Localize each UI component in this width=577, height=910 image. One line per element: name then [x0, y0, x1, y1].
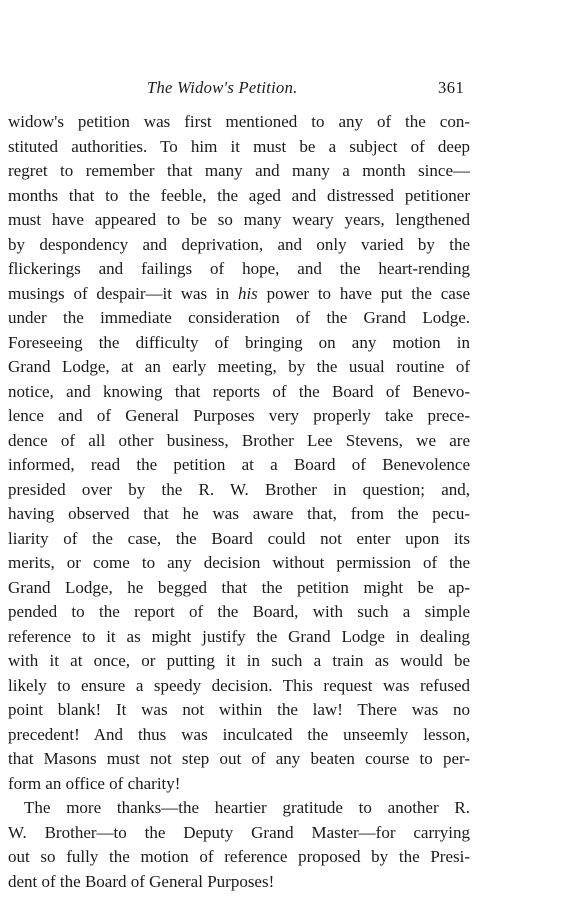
- line-text: presided over by the R. W. Brother in question; and,: [8, 479, 470, 499]
- text-line: [8, 772, 470, 797]
- text-line: [8, 821, 470, 846]
- line-text-after: power to have put the case: [266, 283, 470, 303]
- line-text: must have appeared to be so many weary years, lengthened: [8, 210, 470, 229]
- text-line: [8, 674, 470, 699]
- line-text: musings of despair—it was in: [8, 283, 230, 303]
- text-line: [8, 110, 470, 135]
- text-line: [8, 355, 470, 380]
- text-line: [8, 135, 470, 160]
- text-line: [8, 478, 470, 503]
- line-text: dent of the Board of General Purposes!: [8, 871, 275, 891]
- text-line: [8, 184, 470, 209]
- text-line: [8, 870, 470, 895]
- line-text: under the immediate consideration of the Grand Lodge.: [8, 308, 470, 327]
- line-text: regret to remember that many and many a month since—: [8, 161, 470, 180]
- line-text: stituted authorities. To him it must be a subject of deep: [8, 136, 470, 156]
- line-text: flickerings and failings of hope, and the heart-rending: [8, 259, 470, 278]
- text-line: [8, 429, 470, 454]
- line-text: reference to it as might justify the Grand Lodge in dealing: [8, 626, 470, 646]
- running-title: The Widow's Petition.: [147, 78, 298, 97]
- line-text: with it at once, or putting it in such a train as would be: [8, 651, 470, 670]
- line-text: point blank! It was not within the law! There was no: [8, 700, 470, 719]
- text-line: [8, 625, 470, 650]
- text-line: [8, 698, 470, 723]
- text-line: [8, 747, 470, 772]
- text-line: [8, 282, 470, 307]
- text-line: [8, 551, 470, 576]
- text-line: [8, 502, 470, 527]
- text-line: [8, 723, 470, 748]
- body-text: [8, 110, 470, 894]
- line-text: Grand Lodge, he begged that the petition might be ap-: [8, 577, 470, 597]
- page-number: 361: [438, 78, 465, 97]
- line-text: notice, and knowing that reports of the Board of Benevo-: [8, 381, 470, 401]
- text-line: [8, 796, 470, 821]
- text-line: [8, 845, 470, 870]
- text-line: [8, 257, 470, 282]
- text-line: [8, 576, 470, 601]
- text-line: [8, 306, 470, 331]
- line-text: lence and of General Purposes very properly take prece-: [8, 406, 470, 425]
- text-line: [8, 404, 470, 429]
- line-text: W. Brother—to the Deputy Grand Master—for carrying: [8, 822, 470, 842]
- text-line: [8, 208, 470, 233]
- line-text: by despondency and deprivation, and only varied by the: [8, 234, 470, 254]
- line-text: pended to the report of the Board, with such a simple: [8, 602, 470, 621]
- emphasized-word: his: [237, 283, 258, 303]
- line-text: precedent! And thus was inculcated the unseemly lesson,: [8, 724, 470, 744]
- line-text: likely to ensure a speedy decision. This request was refused: [8, 675, 470, 695]
- line-text: The more thanks—the heartier gratitude to another R.: [24, 798, 470, 817]
- line-text: Foreseeing the difficulty of bringing on any motion in: [8, 332, 470, 352]
- line-text: informed, read the petition at a Board of Benevolence: [8, 455, 470, 474]
- line-text: out so fully the motion of reference proposed by the Presi-: [8, 847, 470, 866]
- line-text: widow's petition was first mentioned to any of the con-: [8, 112, 470, 131]
- line-text: liarity of the case, the Board could not enter upon its: [8, 528, 470, 548]
- line-text: Grand Lodge, at an early meeting, by the usual routine of: [8, 357, 470, 376]
- line-text: dence of all other business, Brother Lee Stevens, we are: [8, 430, 470, 450]
- line-text: months that to the feeble, the aged and distressed petitioner: [8, 185, 470, 205]
- text-line: [8, 649, 470, 674]
- line-text: having observed that he was aware that, from the pecu-: [8, 504, 470, 523]
- text-line: [8, 233, 470, 258]
- line-text: form an office of charity!: [8, 773, 181, 793]
- line-text: that Masons must not step out of any beaten course to per-: [8, 749, 470, 768]
- text-line: [8, 453, 470, 478]
- text-line: [8, 380, 470, 405]
- text-line: [8, 159, 470, 184]
- text-line: [8, 527, 470, 552]
- text-line: [8, 331, 470, 356]
- text-line: [8, 600, 470, 625]
- line-text: merits, or come to any decision without permission of the: [8, 553, 470, 572]
- running-header: [0, 78, 577, 102]
